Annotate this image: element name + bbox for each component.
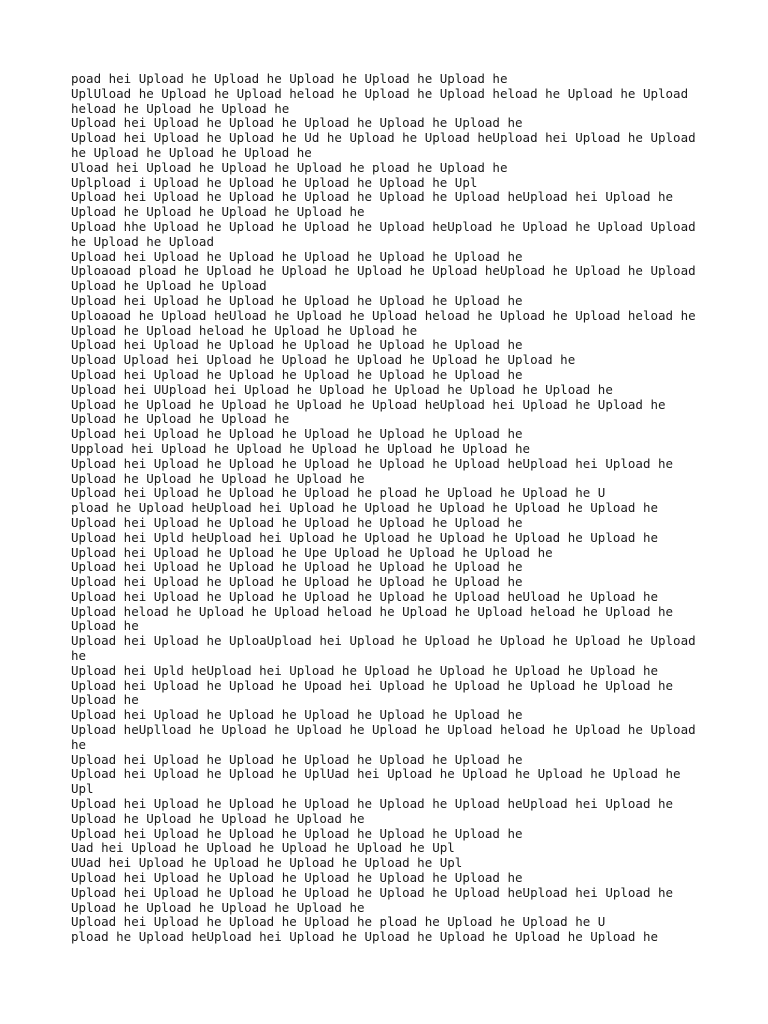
- text-line: Upload hei Upload he Upload he Upload he Upload he Upload he: [71, 871, 523, 886]
- text-line: Upload he Upload heload he Upload he Upload he: [71, 323, 418, 338]
- text-line: Upload hei Upload he Upload he Upload he Upload he Upload heUload he Upload he: [71, 589, 658, 604]
- text-line: Upload hei Upld heUpload hei Upload he Upload he Upload he Upload he Upload he: [71, 663, 658, 678]
- text-line: Upload hei Upload he Upload he Ud he Upload he Upload heUpload hei Upload he Upload: [71, 131, 696, 146]
- text-line: he: [71, 737, 87, 752]
- text-line: Upload heload he Upload he Upload heload he Upload he Upload heload he Upload he: [71, 604, 674, 619]
- text-line: Upload he Upload he Upload he Upload he: [71, 471, 365, 486]
- text-line: he: [71, 649, 87, 664]
- text-line: Upload hei Upload he Upload he Upload he Upload he Upload heUpload hei Upload he: [71, 456, 674, 471]
- text-line: Upload hei UUpload hei Upload he Upload he Upload he Upload he Upload he: [71, 382, 613, 397]
- text-line: he Upload he Upload: [71, 234, 214, 249]
- text-line: Uload hei Upload he Upload he Upload he pload he Upload he: [71, 160, 508, 175]
- text-line: Uppload hei Upload he Upload he Upload he Upload he Upload he: [71, 441, 531, 456]
- text-line: Upload hei Upload he Upload he Upload he Upload he Upload he: [71, 560, 523, 575]
- text-line: Upload hei Upload he Upload he Upload he Upload he Upload heUpload hei Upload he: [71, 797, 674, 812]
- text-line: Upload hei Upload he Upload he Upload he pload he Upload he Upload he U: [71, 915, 606, 930]
- text-line: Upload hei Upload he Upload he Upoad hei Upload he Upload he Upload he Upload he: [71, 678, 674, 693]
- text-line: UUad hei Upload he Upload he Upload he Upload he Upl: [71, 856, 463, 871]
- text-line: Upload hei Upload he Upload he Upload he Upload he Upload he: [71, 575, 523, 590]
- text-line: Upload hei Upload he Upload he Upload he Upload he Upload he: [71, 427, 523, 442]
- text-line: Upload hei Upload he Upload he Upload he Upload he Upload he: [71, 752, 523, 767]
- text-line: Upload he Upload he Upload he Upload he Upload heUpload hei Upload he Upload he: [71, 397, 666, 412]
- text-line: Upload hei Upload he Upload he Upload he Upload he Upload he: [71, 826, 523, 841]
- text-line: heload he Upload he Upload he: [71, 101, 290, 116]
- text-line: pload he Upload heUpload hei Upload he Upload he Upload he Upload he Upload he: [71, 930, 658, 945]
- text-line: Upload hei Upload he Upload he Upload he Upload he Upload he: [71, 515, 523, 530]
- text-line: Upload hei Upload he Upload he Upload he pload he Upload he Upload he U: [71, 486, 606, 501]
- text-line: Uplpload i Upload he Upload he Upload he Upload he Upl: [71, 175, 478, 190]
- text-line: UplUload he Upload he Upload heload he Upload he Upload heload he Upload he Upload: [71, 86, 689, 101]
- text-line: Upload hei Upload he Upload he Upload he Upload he Upload he: [71, 293, 523, 308]
- text-line: Upload hei Upload he Upload he Upe Upload he Upload he Upload he: [71, 545, 553, 560]
- text-line: poad hei Upload he Upload he Upload he Upload he Upload he: [71, 72, 508, 86]
- text-line: Uploaoad pload he Upload he Upload he Upload he Upload heUpload he Upload he Upload: [71, 264, 696, 279]
- text-line: Upload hei Upload he Upload he Upload he Upload he Upload he: [71, 249, 523, 264]
- text-line: Upload Upload hei Upload he Upload he Upload he Upload he Upload he: [71, 353, 576, 368]
- text-line: Upload hei Upload he Upload he UplUad hei Upload he Upload he Upload he Upload he: [71, 767, 681, 782]
- text-line: Upload he: [71, 619, 139, 634]
- text-line: Upload hhe Upload he Upload he Upload he Upload heUpload he Upload he Upload Upload: [71, 219, 696, 234]
- text-line: Upload hei Upload he Upload he Upload he Upload he Upload he: [71, 367, 523, 382]
- text-line: Upload hei Upload he Upload he Upload he Upload he Upload he: [71, 116, 523, 131]
- text-line: Upload he Upload he Upload he Upload he: [71, 900, 365, 915]
- text-line: Upload he Upload he Upload he Upload he: [71, 811, 365, 826]
- text-line: Upload hei Upload he Upload he Upload he Upload he Upload heUpload hei Upload he: [71, 190, 674, 205]
- text-line: Upload hei Upload he Upload he Upload he Upload he Upload he: [71, 338, 523, 353]
- text-line: Uad hei Upload he Upload he Upload he Upload he Upl: [71, 841, 455, 856]
- text-line: Uploaoad he Upload heUload he Upload he Upload heload he Upload he Upload heload he: [71, 308, 696, 323]
- text-line: Upload he: [71, 693, 139, 708]
- text-line: Upload he Upload he Upload he Upload he: [71, 205, 365, 220]
- text-line: Upload he Upload he Upload: [71, 279, 267, 294]
- text-line: Upload heUplload he Upload he Upload he Upload he Upload heload he Upload he Upload: [71, 723, 696, 738]
- text-line: Upload hei Upload he Upload he Upload he Upload he Upload heUpload hei Upload he: [71, 885, 674, 900]
- text-line: Upload hei Upload he UploaUpload hei Upload he Upload he Upload he Upload he Upload: [71, 634, 696, 649]
- text-line: pload he Upload heUpload hei Upload he Upload he Upload he Upload he Upload he: [71, 501, 658, 516]
- text-line: Upload he Upload he Upload he: [71, 412, 290, 427]
- document-page: [71, 72, 711, 945]
- text-line: Upload hei Upload he Upload he Upload he Upload he Upload he: [71, 708, 523, 723]
- text-line: Upl: [71, 782, 94, 797]
- text-line: Upload hei Upld heUpload hei Upload he Upload he Upload he Upload he Upload he: [71, 530, 658, 545]
- text-line: he Upload he Upload he Upload he: [71, 145, 312, 160]
